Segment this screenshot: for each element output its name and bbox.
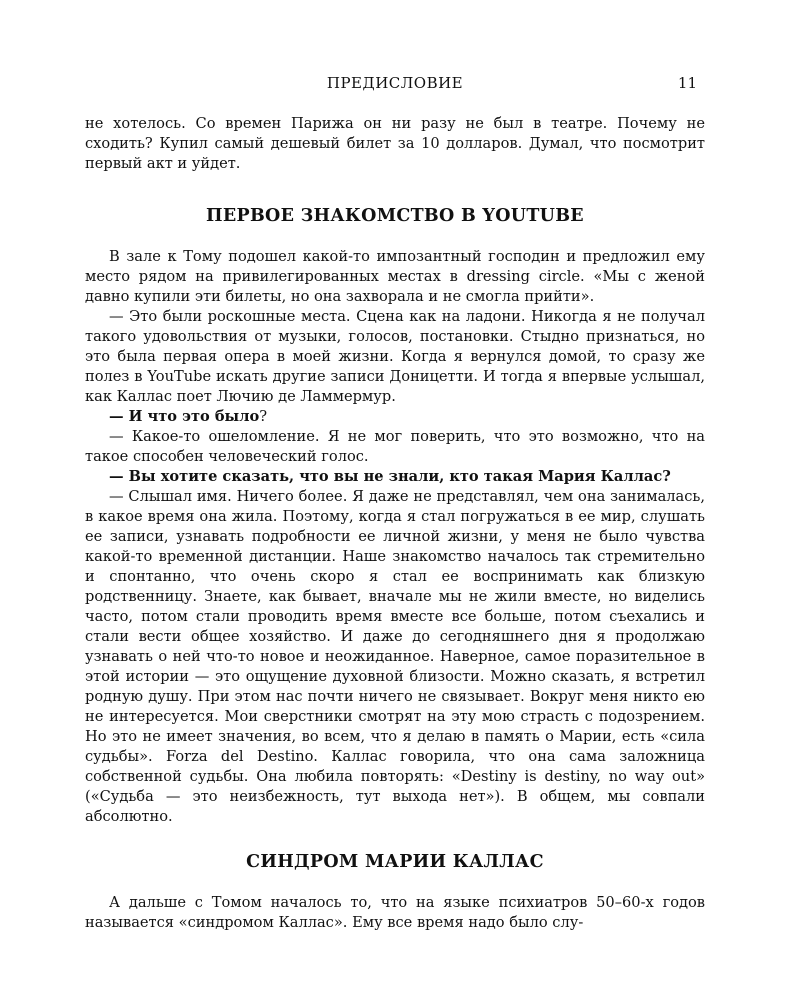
question-mark: ? [259, 408, 268, 425]
answer-paragraph: — Какое-то ошеломление. Я не мог поверить, что это возможно, что на такое способен человеческий голос. [85, 428, 705, 465]
paragraph: А дальше с Томом началось то, что на языке психиатров 50–60-х годов называется «синдромом Каллас». Ему все время надо было слу- [85, 894, 705, 931]
section-youtube-body [85, 247, 705, 827]
section-heading-youtube: ПЕРВОЕ ЗНАКОМСТВО В YOUTUBE [206, 206, 584, 226]
running-head [85, 74, 705, 96]
page-number: 11 [677, 74, 697, 92]
answer-paragraph: — Слышал имя. Ничего более. Я даже не представлял, чем она занималась, в какое время она жила. Поэтому, когда я стал погружаться в ее мир, слушать ее записи, узнавать подробности ее личной жизни, у меня не было чувства какой-то временной дистанции. Наше знакомство началось так стремительно и спонтанно, что очень скоро я стал ее воспринимать как близкую родственницу. Знаете, как бывает, вначале мы не жили вместе, но виделись часто, потом стали проводить время вместе все больше, потом съехались и стали вести общее хозяйство. И даже до сегодняшнего дня я продолжаю узнавать о ней что-то новое и неожиданное. Наверное, самое поразительное в этой истории — это ощущение духовной близости. Можно сказать, я встретил родную душу. При этом нас почти ничего не связывает. Вокруг меня никто ею не интересуется. Мои сверстники смотрят на эту мою страсть с подозрением. Но это не имеет значения, во всем, что я делаю в память о Марии, есть «сила судьбы». Forza del Destino. Каллас говорила, что она сама заложница собственной судьбы. Она любила повторять: «Destiny is destiny, no way out» («Судьба — это неизбежность, тут выхода нет»). В общем, мы совпали абсолютно. [85, 488, 705, 825]
intro-text [85, 114, 705, 174]
running-title: ПРЕДИСЛОВИЕ [326, 74, 464, 92]
answer-paragraph: — Это были роскошные места. Сцена как на ладони. Никогда я не получал такого удовольствия от музыки, голосов, постановки. Стыдно признаться, но это была первая опера в моей жизни. Когда я вернулся домой, то сразу же полез в YouTube искать другие записи Доницетти. И тогда я впервые услышал, как Каллас поет Лючию де Ламмермур. [85, 308, 705, 405]
section-heading-callas-syndrome: СИНДРОМ МАРИИ КАЛЛАС [246, 852, 544, 872]
intro-paragraph: не хотелось. Со времен Парижа он ни разу не был в театре. Почему не сходить? Купил самый дешевый билет за 10 долларов. Думал, что посмотрит первый акт и уйдет. [85, 115, 705, 172]
question-text: — И что это было [109, 408, 260, 425]
question-paragraph [85, 407, 705, 427]
question-paragraph: — Вы хотите сказать, что вы не знали, кто такая Мария Каллас? [109, 468, 671, 485]
paragraph: В зале к Тому подошел какой-то импозантный господин и предложил ему место рядом на привилегированных местах в dressing circle. «Мы с женой давно купили эти билеты, но она захворала и не смогла прийти». [85, 248, 705, 305]
section-syndrome-body [85, 893, 705, 933]
